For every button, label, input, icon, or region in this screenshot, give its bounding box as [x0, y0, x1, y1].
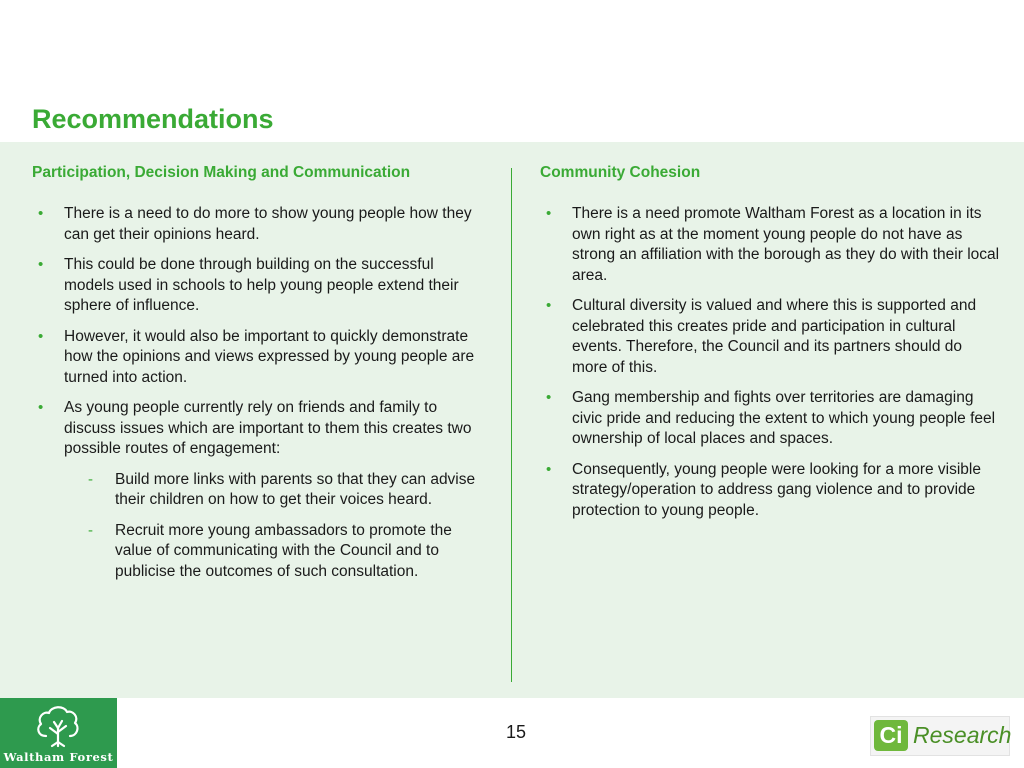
bullet-icon: •: [38, 205, 44, 222]
ci-research-logo: [870, 716, 1010, 756]
bullet-icon: •: [546, 389, 552, 406]
bullet-text: Gang membership and fights over territories are damaging civic pride and reducing the extent to which young people feel ownership of local places and spaces.: [572, 389, 996, 447]
list-item: [32, 327, 487, 389]
participation-list: [32, 204, 487, 582]
waltham-forest-logo: [0, 698, 117, 768]
community-cohesion-heading: Community Cohesion: [540, 164, 701, 181]
bullet-icon: •: [546, 460, 552, 478]
bullet-icon: •: [546, 205, 552, 222]
bullet-icon: •: [38, 327, 44, 345]
tree-icon: [0, 698, 117, 754]
bullet-icon: •: [38, 256, 44, 273]
list-item: [540, 296, 1000, 378]
bullet-text: Consequently, young people were looking for a more visible strategy/operation to address gang violence and to provide protection to young people.: [572, 460, 981, 519]
participation-column: [32, 164, 487, 592]
page-number: 15: [505, 722, 527, 742]
bullet-text: However, it would also be important to quickly demonstrate how the opinions and views expressed by young people are turned into action.: [64, 327, 475, 386]
list-item: [32, 398, 487, 582]
waltham-forest-wordmark: Waltham Forest: [3, 750, 114, 764]
list-item: [540, 204, 1000, 286]
community-cohesion-column: [540, 164, 1000, 531]
ci-research-wordmark: Research: [913, 722, 1012, 748]
dash-icon: -: [88, 470, 93, 488]
list-item: [540, 388, 1000, 450]
list-item: [32, 204, 487, 245]
bullet-text: There is a need to do more to show young people how they can get their opinions heard.: [64, 205, 472, 243]
engagement-routes-list: [64, 470, 487, 583]
list-item: [540, 460, 1000, 522]
community-cohesion-list: [540, 204, 1000, 521]
participation-heading: Participation, Decision Making and Communication: [32, 164, 411, 181]
page-title: Recommendations: [32, 104, 274, 134]
sub-list-item: [64, 470, 487, 511]
ci-badge: Ci: [874, 720, 908, 751]
sub-bullet-text: Recruit more young ambassadors to promote the value of communicating with the Council and to publicise the outcomes of such consultation.: [115, 521, 452, 580]
bullet-text: Cultural diversity is valued and where this is supported and celebrated this creates pride and participation in cultural events. Therefore, the Council and its partners should do more of this.: [572, 297, 977, 376]
list-item: [32, 255, 487, 317]
bullet-text: There is a need promote Waltham Forest as a location in its own right as at the moment young people do not have as strong an affiliation with the borough as they do with their local area.: [572, 205, 1000, 284]
bullet-icon: •: [38, 399, 44, 416]
dash-icon: -: [88, 521, 93, 539]
bullet-text: As young people currently rely on friends and family to discuss issues which are important to them this creates two possible routes of engagement:: [64, 399, 472, 457]
sub-bullet-text: Build more links with parents so that they can advise their children on how to get their voices heard.: [115, 470, 476, 508]
column-divider: [511, 168, 512, 682]
bullet-text: This could be done through building on the successful models used in schools to help young people extend their sphere of influence.: [64, 256, 459, 314]
sub-list-item: [64, 521, 487, 583]
bullet-icon: •: [546, 297, 552, 314]
